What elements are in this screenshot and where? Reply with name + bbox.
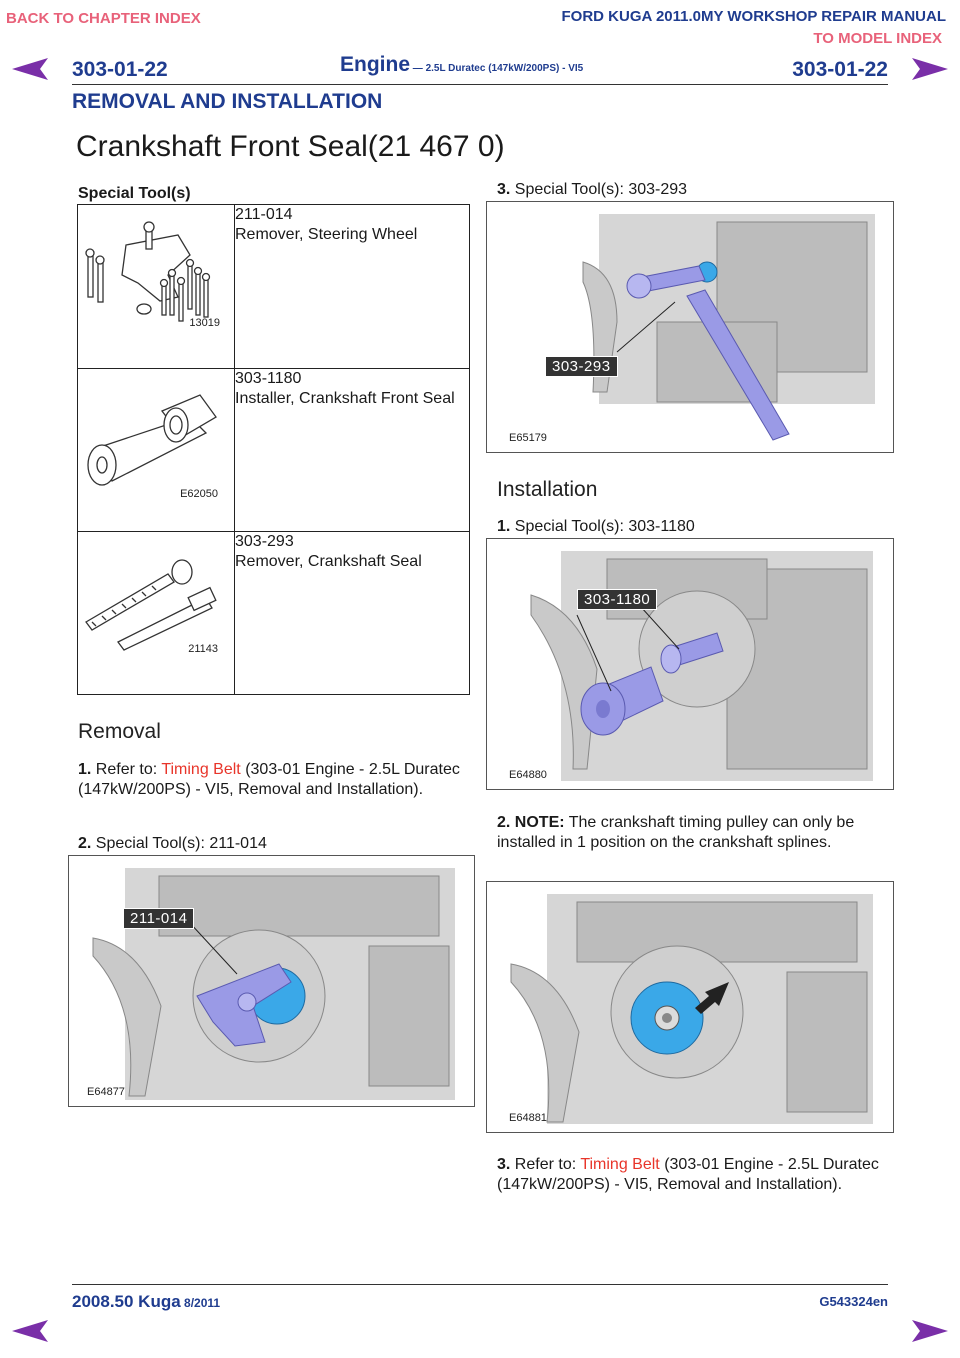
tool-name: Remover, Steering Wheel: [235, 226, 418, 243]
removal-heading: Removal: [78, 720, 161, 743]
special-tools-heading: Special Tool(s): [78, 185, 191, 202]
figure-e64881: [486, 881, 894, 1133]
footer-model: [72, 1292, 220, 1312]
step-text: Special Tool(s): 211-014: [95, 835, 267, 852]
engine-illustration: [487, 539, 893, 789]
tool-image-cell: [78, 369, 235, 532]
back-to-chapter-index-link[interactable]: BACK TO CHAPTER INDEX: [6, 10, 201, 27]
step-number: 2.: [78, 835, 92, 852]
arrow-pointer-icon: [693, 978, 733, 1014]
header-chapter: [340, 53, 583, 77]
callout-label: 303-293: [545, 356, 618, 377]
tool-row: [78, 205, 470, 369]
tool-image-cell: [78, 532, 235, 695]
engine-illustration: [69, 856, 474, 1106]
tool-number: 303-1180: [235, 370, 302, 387]
manual-title: FORD KUGA 2011.0MY WORKSHOP REPAIR MANUAL: [561, 8, 946, 25]
prev-page-arrow-icon[interactable]: [10, 1318, 50, 1344]
page-number-left: 303-01-22: [72, 58, 168, 81]
next-page-arrow-icon[interactable]: [910, 56, 950, 82]
tool-number: 211-014: [235, 206, 293, 223]
step-text: (303-01 Engine - 2.5L Duratec (147kW/200PS) - VI5, Removal and Installation).: [78, 761, 460, 798]
figure-e64877: [68, 855, 475, 1107]
figure-e65179: [486, 201, 894, 453]
special-tools-table: [77, 204, 470, 695]
tool-image-code: E62050: [180, 488, 218, 500]
figure-e64880: [486, 538, 894, 790]
header-engine: Engine: [340, 53, 411, 76]
section-title: REMOVAL AND INSTALLATION: [72, 90, 383, 113]
tool-number: 303-293: [235, 533, 294, 550]
installation-step-1: [497, 517, 695, 537]
installation-heading: Installation: [497, 478, 598, 501]
engine-illustration: [487, 882, 893, 1132]
tool-row: [78, 532, 470, 695]
crankshaft-seal-remover-icon: [78, 532, 232, 682]
tool-image-code: 13019: [189, 317, 220, 329]
step-number: 2.: [497, 814, 511, 831]
step-text: Special Tool(s): 303-1180: [514, 518, 695, 535]
tool-description-cell: [235, 532, 470, 695]
figure-code: E64877: [87, 1086, 125, 1098]
callout-label: 303-1180: [577, 589, 657, 610]
step-number: 1.: [78, 761, 92, 778]
removal-step-2: [78, 834, 267, 854]
installation-step-2: [497, 813, 887, 853]
step-text: Refer to:: [95, 761, 162, 778]
timing-belt-link[interactable]: Timing Belt: [161, 761, 241, 778]
footer-code: G543324en: [819, 1294, 888, 1309]
header-engine-sub: — 2.5L Duratec (147kW/200PS) - VI5: [410, 63, 584, 74]
page-title: Crankshaft Front Seal(21 467 0): [76, 130, 505, 163]
tool-name: Remover, Crankshaft Seal: [235, 553, 422, 570]
tool-image-cell: [78, 205, 235, 369]
step-number: 1.: [497, 518, 511, 535]
tool-description-cell: [235, 205, 470, 369]
steering-wheel-remover-icon: [78, 205, 232, 355]
engine-illustration: [487, 202, 893, 452]
to-model-index-link[interactable]: TO MODEL INDEX: [813, 30, 942, 47]
timing-belt-link[interactable]: Timing Belt: [580, 1156, 660, 1173]
figure-code: E64881: [509, 1112, 547, 1124]
note-label: NOTE:: [514, 814, 565, 831]
tool-image-code: 21143: [188, 643, 218, 655]
footer-date: 8/2011: [180, 1296, 221, 1310]
callout-label: 211-014: [123, 908, 194, 929]
step-number: 3.: [497, 1156, 511, 1173]
prev-page-arrow-icon[interactable]: [10, 56, 50, 82]
step-text: (303-01 Engine - 2.5L Duratec (147kW/200PS) - VI5, Removal and Installation).: [497, 1156, 879, 1193]
step-text: Refer to:: [514, 1156, 581, 1173]
next-page-arrow-icon[interactable]: [910, 1318, 950, 1344]
figure-code: E64880: [509, 769, 547, 781]
step-text: The crankshaft timing pulley can only be installed in 1 position on the crankshaft splines.: [497, 814, 855, 851]
removal-step-1: [78, 760, 468, 800]
step-number: 3.: [497, 181, 511, 198]
tool-row: [78, 369, 470, 532]
footer-model-name: 2008.50 Kuga: [72, 1292, 181, 1311]
figure-code: E65179: [509, 432, 547, 444]
step-text: Special Tool(s): 303-293: [514, 181, 688, 198]
footer-rule: [72, 1284, 888, 1285]
installation-step-3: [497, 1155, 887, 1195]
header-rule: [72, 84, 888, 85]
tool-description-cell: [235, 369, 470, 532]
tool-name: Installer, Crankshaft Front Seal: [235, 390, 455, 407]
removal-step-3: [497, 180, 687, 200]
page-number-right: 303-01-22: [792, 58, 888, 81]
